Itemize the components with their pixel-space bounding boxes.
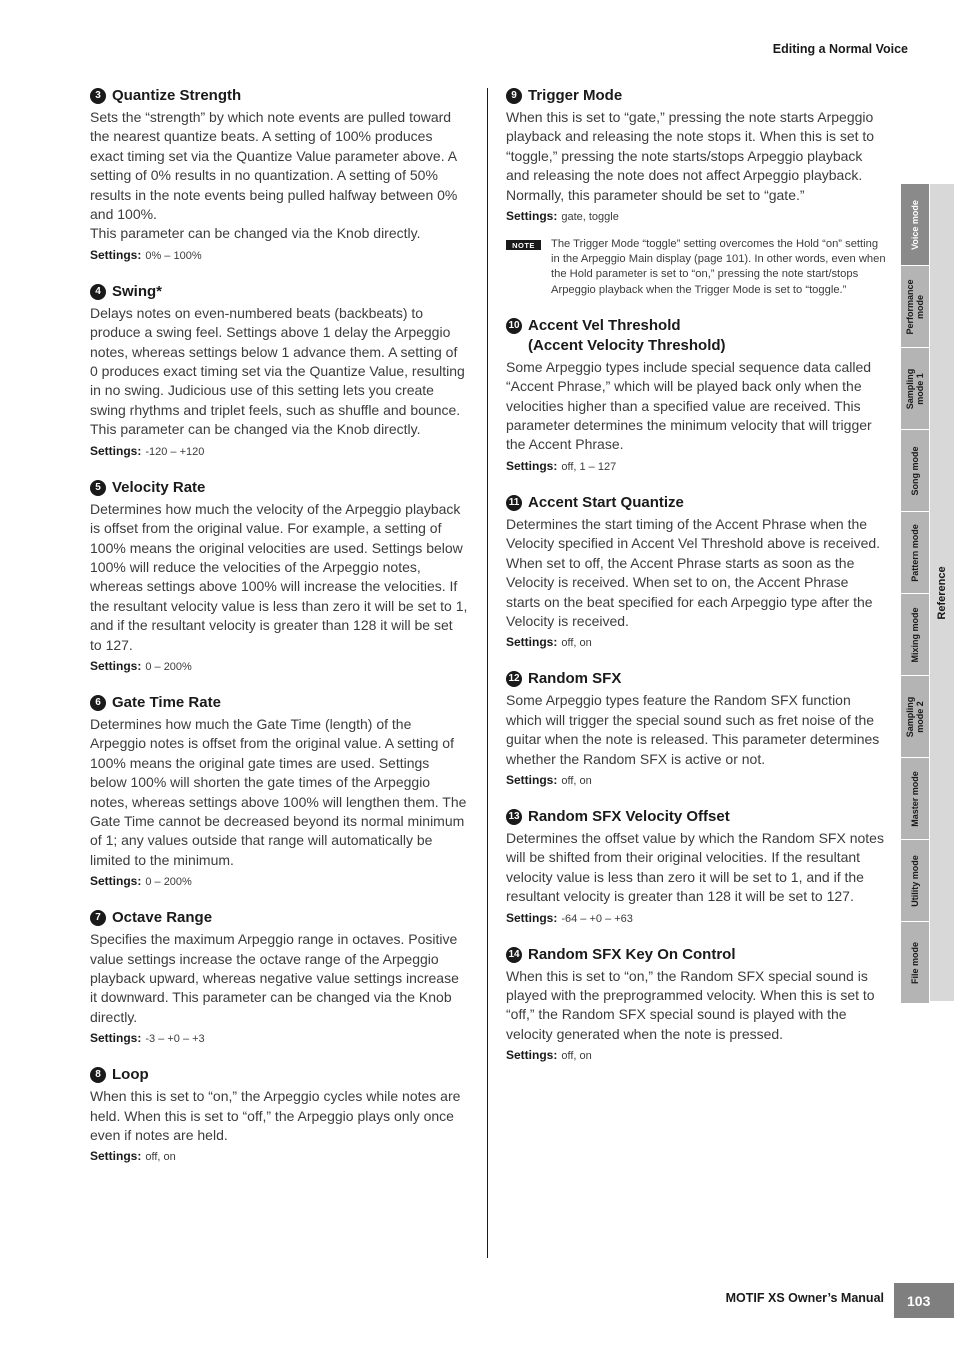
settings-line xyxy=(90,248,468,262)
tab-master-mode[interactable] xyxy=(901,758,929,840)
settings-label: Settings: xyxy=(506,1048,558,1063)
section-heading xyxy=(90,908,468,928)
settings-value: 0 – 200% xyxy=(145,660,192,673)
section-title: Accent Vel Threshold xyxy=(528,316,681,334)
section-random-sfx xyxy=(506,669,886,787)
mode-tabs xyxy=(901,184,929,1004)
section-paragraph-2: This parameter can be changed via the Knob directly. xyxy=(90,225,421,242)
section-paragraph: Determines how much the Gate Time (length) of the Arpeggio notes is offset from the original value. A setting of 100% means the original gate times are used. Settings below 100% will shorten the gate times of the Arpeggio notes, whereas settings above 100% will lengthen them. The Gate Time cannot be decreased beyond its normal minimum of 1; any values outside that range will automatically be limited to the minimum. xyxy=(90,715,467,868)
section-number-badge: 9 xyxy=(506,88,522,104)
section-title-group xyxy=(528,316,726,356)
settings-line xyxy=(506,459,886,473)
section-body xyxy=(90,108,468,244)
settings-label: Settings: xyxy=(506,910,558,925)
section-accent-start-quantize xyxy=(506,493,886,649)
left-column xyxy=(90,86,468,1183)
section-swing xyxy=(90,282,468,458)
settings-value: -64 – +0 – +63 xyxy=(561,912,633,925)
section-heading xyxy=(506,493,886,513)
settings-value: off, 1 – 127 xyxy=(561,460,617,473)
settings-label: Settings: xyxy=(506,635,558,650)
tab-label-line: mode xyxy=(915,294,925,319)
section-body xyxy=(506,515,886,631)
settings-line xyxy=(90,444,468,458)
section-paragraph: Determines the start timing of the Accent Phrase when the Velocity specified in Accent Vel Threshold above is received. When set to off, the Accent Phrase starts as soon as the Velocity is received. When set to on, the Accent Phrase starts on the beat specified for each Arpeggio type after the Velocity is received. xyxy=(506,515,881,629)
section-heading xyxy=(90,478,468,498)
tab-label xyxy=(910,200,920,250)
tab-song-mode[interactable] xyxy=(901,430,929,512)
tab-label-line: Utility mode xyxy=(910,854,920,907)
settings-line xyxy=(506,209,886,223)
section-paragraph: When this is set to “on,” the Random SFX special sound is played with the preprogrammed velocity. When this is set to “off,” the Random SFX special sound is played with the velocity generated when the note is pressed. xyxy=(506,967,875,1042)
tab-label xyxy=(910,446,920,495)
reference-bar xyxy=(930,184,954,1001)
section-body xyxy=(90,1087,468,1145)
tab-label-line: Pattern mode xyxy=(910,523,920,582)
section-quantize-strength xyxy=(90,86,468,262)
section-accent-vel-threshold xyxy=(506,316,886,473)
tab-performance-mode[interactable] xyxy=(901,266,929,348)
section-heading xyxy=(506,316,886,356)
section-title: Swing* xyxy=(112,282,163,300)
section-paragraph: Sets the “strength” by which note events are pulled toward the nearest quantize beats. A setting of 100% produces exact timing set via the Quantize Value parameter above. A setting of 0% results in no quantization. A setting of 50% results in the note events being pulled halfway between 0% and 100%. xyxy=(90,109,458,223)
section-body xyxy=(90,930,468,1027)
section-random-sfx-velocity-offset xyxy=(506,807,886,925)
settings-line xyxy=(506,635,886,649)
section-title: Gate Time Rate xyxy=(112,693,221,711)
settings-label: Settings: xyxy=(90,874,142,889)
section-title: Accent Start Quantize xyxy=(528,493,684,511)
section-paragraph-2: This parameter can be changed via the Knob directly. xyxy=(90,421,421,438)
section-paragraph: Some Arpeggio types include special sequence data called “Accent Phrase,” which will be played back only when the velocities higher than a specified value are received. This parameter determines the minimum velocity that will trigger the Accent Phrase. xyxy=(506,358,872,453)
settings-value: 0% – 100% xyxy=(145,249,202,262)
section-paragraph: Specifies the maximum Arpeggio range in octaves. Positive value settings increase the octave range of the Arpeggio playback upward, whereas negative value settings increase it downward. This parameter can be changed via the Knob directly. xyxy=(90,931,459,1025)
section-heading xyxy=(90,86,468,106)
section-number-badge: 5 xyxy=(90,480,106,496)
section-heading xyxy=(90,1065,468,1085)
settings-value: off, on xyxy=(561,1050,592,1063)
section-paragraph: Delays notes on even-numbered beats (backbeats) to produce a swing feel. Settings above 1 delay the Arpeggio notes, whereas settings below 1 advance them. A setting of 0 produces exact timing set via the Quantize Value, resulting in no swing. Judicious use of this setting lets you create swing rhythms and triplet feels, such as shuffle and bounce. xyxy=(90,304,465,418)
section-trigger-mode xyxy=(506,86,886,223)
settings-value: gate, toggle xyxy=(561,211,619,224)
tab-label-line: Sampling xyxy=(905,368,915,409)
tab-sampling-mode-2[interactable] xyxy=(901,676,929,758)
tab-label xyxy=(905,696,925,737)
tab-label xyxy=(905,279,925,334)
section-title: Trigger Mode xyxy=(528,87,623,104)
section-number-badge: 8 xyxy=(90,1067,106,1083)
section-body xyxy=(90,304,468,440)
tab-label-line: Sampling xyxy=(905,696,915,737)
tab-mixing-mode[interactable] xyxy=(901,594,929,676)
tab-voice-mode[interactable] xyxy=(901,184,929,266)
section-paragraph: When this is set to “on,” the Arpeggio cycles while notes are held. When this is set to “off,” the Arpeggio plays only once even if notes are held. xyxy=(90,1088,461,1144)
section-paragraph: When this is set to “gate,” pressing the note starts Arpeggio playback and releasing the note stops it. When this is set to “toggle,” pressing the note starts/stops Arpeggio playback and releasing the note does not affect Arpeggio playback. Normally, this parameter should be set to “gate.” xyxy=(506,109,875,203)
footer-title: MOTIF XS Owner’s Manual xyxy=(725,1291,884,1305)
settings-line xyxy=(506,773,886,787)
tab-label-line: Master mode xyxy=(910,770,920,827)
settings-line xyxy=(90,1031,468,1045)
section-number-badge: 7 xyxy=(90,910,106,926)
section-body xyxy=(506,691,886,769)
tab-label-line: Voice mode xyxy=(910,199,920,250)
page-number: 103 xyxy=(894,1283,954,1318)
settings-value: 0 – 200% xyxy=(145,876,192,889)
tab-label xyxy=(905,368,925,409)
settings-label: Settings: xyxy=(506,772,558,787)
tab-label-line: mode 1 xyxy=(915,372,925,405)
section-heading xyxy=(506,807,886,827)
section-gate-time-rate xyxy=(90,693,468,888)
settings-value: off, on xyxy=(561,637,592,650)
tab-label-line: Performance xyxy=(905,278,915,335)
tab-utility-mode[interactable] xyxy=(901,840,929,922)
settings-line xyxy=(506,911,886,925)
settings-label: Settings: xyxy=(90,658,142,673)
tab-label xyxy=(910,941,920,983)
section-body xyxy=(90,500,468,655)
settings-label: Settings: xyxy=(90,1149,142,1164)
section-number-badge: 3 xyxy=(90,88,106,104)
settings-value: -120 – +120 xyxy=(145,445,205,458)
section-body xyxy=(506,829,886,907)
section-heading xyxy=(506,669,886,689)
section-body xyxy=(506,358,886,455)
section-title: Random SFX xyxy=(528,670,622,688)
settings-label: Settings: xyxy=(90,1031,142,1046)
tab-label-line: Song mode xyxy=(910,446,920,495)
section-heading xyxy=(506,945,886,965)
settings-value: off, on xyxy=(145,1151,176,1164)
section-subtitle: (Accent Velocity Threshold) xyxy=(528,336,726,354)
section-title: Loop xyxy=(112,1066,149,1084)
column-divider xyxy=(487,88,488,1258)
section-number-badge: 13 xyxy=(506,809,522,825)
section-paragraph: Determines the offset value by which the Random SFX notes will be shifted from their original velocities. If the resultant velocity value is less than zero it will be set to 1, and if the resultant velocity is greater than 128 it will be set to 127. xyxy=(506,829,884,905)
tab-label xyxy=(910,524,920,582)
section-random-sfx-key-on-control xyxy=(506,945,886,1063)
note-text: The Trigger Mode “toggle” setting overcomes the Hold “on” setting in the Arpeggio Main display (page 101). In other words, even when the Hold parameter is set to “on,” pressing the note start/stops Arpeggio playback when the Trigger Mode is set to “toggle.” xyxy=(551,238,886,296)
section-title: Random SFX Velocity Offset xyxy=(528,807,730,825)
note-box xyxy=(506,237,886,298)
tab-label xyxy=(910,771,920,827)
right-column xyxy=(506,86,886,1082)
section-octave-range xyxy=(90,908,468,1045)
settings-value: off, on xyxy=(561,774,592,787)
tab-label-line: File mode xyxy=(910,941,920,984)
section-title: Octave Range xyxy=(112,909,213,927)
tab-label xyxy=(910,607,920,662)
settings-label: Settings: xyxy=(506,209,558,224)
section-number-badge: 12 xyxy=(506,671,522,687)
note-icon: NOTE xyxy=(506,240,541,250)
settings-line xyxy=(90,1149,468,1163)
tab-label-line: Mixing mode xyxy=(910,606,920,663)
section-body xyxy=(90,715,468,870)
section-paragraph: Some Arpeggio types feature the Random SFX function which will trigger the special sound such as fret noise of the guitar when the note is released. This parameter determines whether the Random SFX is active or not. xyxy=(506,692,880,767)
section-title: Velocity Rate xyxy=(112,478,206,496)
section-loop xyxy=(90,1065,468,1163)
tab-sampling-mode-1[interactable] xyxy=(901,348,929,430)
tab-pattern-mode[interactable] xyxy=(901,512,929,594)
tab-label xyxy=(910,855,920,907)
section-heading xyxy=(506,86,886,106)
section-number-badge: 10 xyxy=(506,318,522,334)
settings-label: Settings: xyxy=(90,443,142,458)
section-body xyxy=(506,967,886,1045)
running-head: Editing a Normal Voice xyxy=(772,42,908,56)
section-number-badge: 14 xyxy=(506,947,522,963)
reference-label: Reference xyxy=(936,565,948,620)
section-heading xyxy=(90,693,468,713)
section-number-badge: 6 xyxy=(90,695,106,711)
section-heading xyxy=(90,282,468,302)
tab-file-mode[interactable] xyxy=(901,922,929,1004)
settings-line xyxy=(90,659,468,673)
section-title: Quantize Strength xyxy=(112,87,242,104)
settings-line xyxy=(506,1048,886,1062)
section-title: Random SFX Key On Control xyxy=(528,945,736,963)
section-velocity-rate xyxy=(90,478,468,673)
settings-line xyxy=(90,874,468,888)
settings-label: Settings: xyxy=(506,458,558,473)
settings-value: -3 – +0 – +3 xyxy=(145,1033,205,1046)
section-number-badge: 11 xyxy=(506,495,522,511)
section-body xyxy=(506,108,886,205)
section-number-badge: 4 xyxy=(90,284,106,300)
section-paragraph: Determines how much the velocity of the Arpeggio playback is offset from the original value. For example, a setting of 100% means the original velocities are used. Settings below 100% will reduce the velocities of the Arpeggio notes, whereas settings above 100% will increase the velocities. If the resultant velocity value is less than zero it will be set to 1, and if the resultant velocity is greater than 128 it will be set to 127. xyxy=(90,500,468,653)
settings-label: Settings: xyxy=(90,247,142,262)
tab-label-line: mode 2 xyxy=(915,700,925,733)
